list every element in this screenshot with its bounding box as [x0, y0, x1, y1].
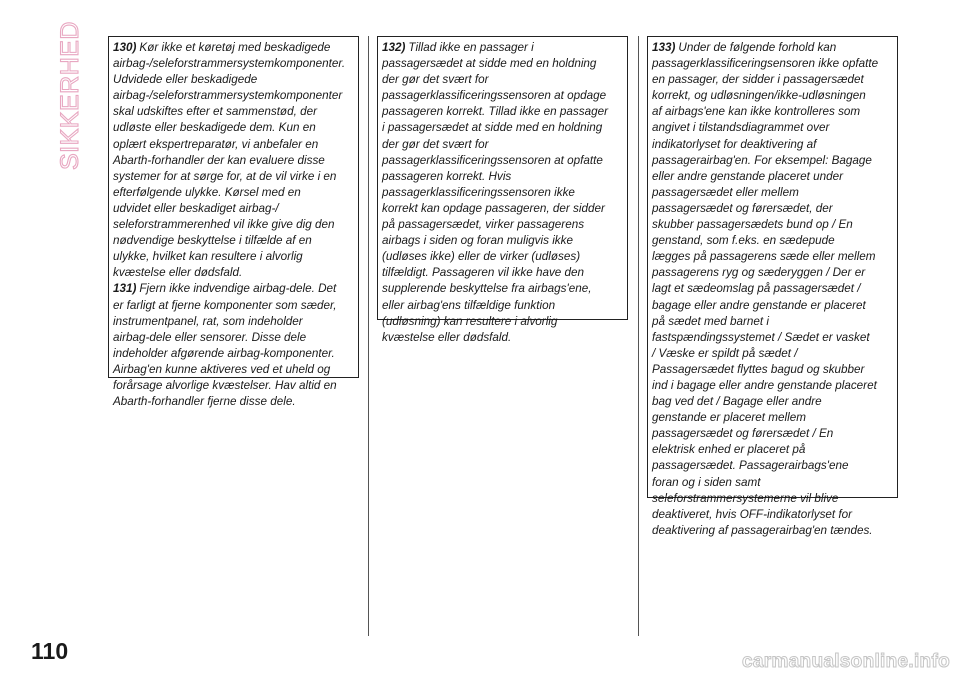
warning-note-133 [652, 40, 893, 539]
warning-note-130 [113, 40, 354, 281]
section-title: SIKKERHED [55, 20, 84, 170]
warning-box-col3 [647, 36, 898, 537]
note-text: Under de følgende forhold kan passagerklassificeringsensoren ikke opfatte en passager, der sidder i passagersædet korrekt, og udløsningen/ikke-udløsningen af airbags'ene kan ikke kontrolleres som angivet i tilstandsdiagrammet over indikatorlyset for deaktivering af passagerairbag'en. For eksempel: Bagage eller andre genstande placeret under passagersædet eller mellem passagersædet og førersædet, der skubber passagersædets bund op / En genstand, som f.eks. en sædepude lægges på passagerens sæde eller mellem passagerens ryg og sæderyggen / Der er lagt et sædeomslag på passagersædet / bagage eller andre genstande er placeret på sædet med barnet i fastspændingssystemet / Sædet er vasket / Væske er spildt på sædet / Passagersædet flyttes bagud og skubber ind i bagage eller andre genstande placeret bag ved det / Bagage eller andre genstande er placeret mellem passagersædet og førersædet / En elektrisk enhed er placeret på passagersædet. Passagerairbags'ene foran og i siden samt seleforstrammersystemerne vil blive deaktiveret, hvis OFF-indikatorlyset for deaktivering af passagerairbag'en tændes. [652, 41, 879, 537]
note-number: 133) [652, 41, 676, 54]
note-text: Kør ikke et køretøj med beskadigede airbag-/seleforstrammersystemkomponenter. Udvidede eller beskadigede airbag-/seleforstrammersystemkomponenter skal udskiftes efter et sammenstød, der udløste eller beskadigede dem. Kun en oplært ekspertreparatør, vi anbefaler en Abarth-forhandler der kan evaluere disse systemer for at sørge for, at de vil virke i en efterfølgende ulykke. Kørsel med en udvidet eller beskadiget airbag-/ seleforstrammerenhed vil ikke give dig den nødvendige beskyttelse i tilfælde af en ulykke, hvilket kan resultere i alvorlig kvæstelse eller dødsfald. [113, 41, 346, 280]
note-number: 132) [382, 41, 406, 54]
warning-note-131 [113, 281, 354, 410]
note-text: Fjern ikke indvendige airbag-dele. Det er farligt at fjerne komponenter som sæder, instrumentpanel, rat, som indeholder airbag-dele eller sensorer. Disse dele indeholder afgørende airbag-komponenter. Airbag'en kunne aktiveres ved et uheld og forårsage alvorlige kvæstelser. Hav altid en Abarth-forhandler fjerne disse dele. [113, 282, 337, 409]
warning-box-col2 [377, 36, 628, 344]
warning-box-col1 [108, 36, 359, 409]
section-title-tab [52, 20, 88, 170]
note-number: 131) [113, 282, 137, 296]
watermark-link[interactable]: carmanualsonline.info [742, 651, 950, 672]
warning-note-132 [382, 40, 623, 346]
note-text: Tillad ikke en passager i passagersædet at sidde med en holdning der gør det svært for passagerklassificeringssensoren at opdage passageren korrekt. Tillad ikke en passager i passagersædet at sidde med en holdning der gør det svært for passagerklassificeringssensoren at opfatte passageren korrekt. Hvis passagerklassificeringssensoren ikke korrekt kan opdage passageren, der sidder på passagersædet, virker passagerens airbags i siden og foran muligvis ikke (udløses ikke) eller de virker (udløses) tilfældigt. Passageren vil ikke have den supplerende beskyttelse fra airbags'ene, eller airbag'ens tilfældige funktion (udløsning) kan resultere i alvorlig kvæstelse eller dødsfald. [382, 41, 608, 344]
page-number: 110 [31, 638, 69, 664]
column-divider [368, 36, 369, 636]
note-number: 130) [113, 41, 137, 54]
column-divider [638, 36, 639, 636]
